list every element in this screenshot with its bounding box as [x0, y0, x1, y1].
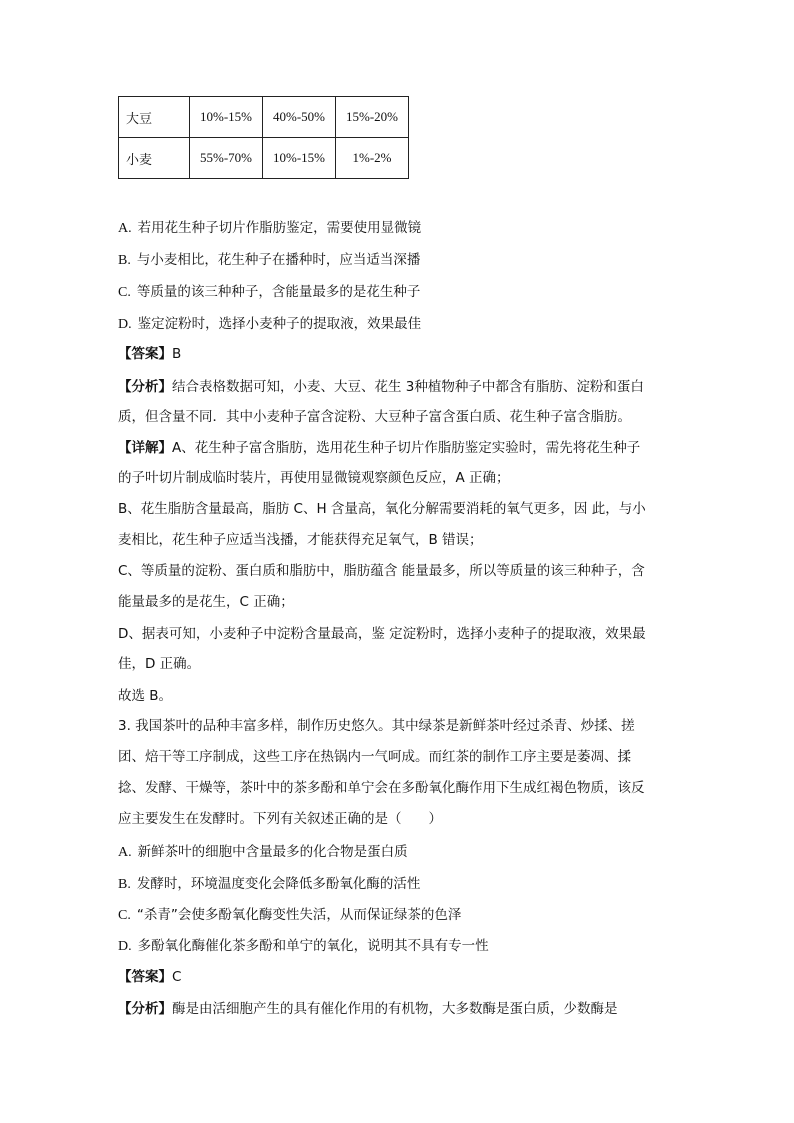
q3-stem-line-1: 3. 我国茶叶的品种丰富多样，制作历史悠久。其中绿茶是新鲜茶叶经过杀青、炒揉、搓	[118, 718, 635, 734]
table-row	[119, 138, 409, 179]
nutrient-table	[118, 96, 409, 179]
q3-stem-line-4: 应主要发生在发酵时。下列有关叙述正确的是（ ）	[118, 811, 442, 827]
q3-option-c: C. “杀青”会使多酚氧化酶变性失活，从而保证绿茶的色泽	[118, 907, 462, 923]
q2-detail-line-8: 佳，D 正确。	[118, 656, 201, 672]
q3-stem-line-2: 团、焙干等工序制成，这些工序在热锅内一气呵成。而红茶的制作工序主要是萎凋、揉	[118, 749, 631, 765]
q2-detail-line-1: 【详解】A、花生种子富含脂肪，选用花生种子切片作脂肪鉴定实验时，需先将花生种子	[118, 440, 641, 456]
table-cell: 10%-15%	[190, 97, 263, 138]
q2-analysis-line-2: 质，但含量不同．其中小麦种子富含淀粉、大豆种子富含蛋白质、花生种子富含脂肪。	[118, 409, 631, 425]
table-cell: 小麦	[119, 138, 190, 179]
table-cell: 55%-70%	[190, 138, 263, 179]
q2-option-b: B. 与小麦相比，花生种子在播种时，应当适当深播	[118, 252, 421, 268]
q2-option-d: D. 鉴定淀粉时，选择小麦种子的提取液，效果最佳	[118, 316, 422, 332]
table-cell: 40%-50%	[263, 97, 336, 138]
q2-detail-line-3: B、花生脂肪含量最高，脂肪 C、H 含量高，氧化分解需要消耗的氧气更多，因 此，与小	[118, 501, 646, 517]
q2-analysis-line-1: 【分析】结合表格数据可知，小麦、大豆、花生 3种植物种子中都含有脂肪、淀粉和蛋白	[118, 379, 644, 395]
q3-option-a: A. 新鲜茶叶的细胞中含量最多的化合物是蛋白质	[118, 844, 408, 860]
q2-answer: 【答案】B	[118, 346, 182, 362]
q2-option-a: A. 若用花生种子切片作脂肪鉴定，需要使用显微镜	[118, 220, 422, 236]
q2-detail-line-7: D、据表可知，小麦种子中淀粉含量最高，鉴 定淀粉时，选择小麦种子的提取液，效果最	[118, 626, 646, 642]
q2-detail-line-4: 麦相比，花生种子应适当浅播，才能获得充足氧气，B 错误；	[118, 532, 483, 548]
table-cell: 大豆	[119, 97, 190, 138]
q3-option-d: D. 多酚氧化酶催化茶多酚和单宁的氧化，说明其不具有专一性	[118, 938, 489, 954]
q3-option-b: B. 发酵时，环境温度变化会降低多酚氧化酶的活性	[118, 876, 421, 892]
q3-stem-line-3: 捻、发酵、干燥等，茶叶中的茶多酚和单宁会在多酚氧化酶作用下生成红褐色物质，该反	[118, 780, 645, 796]
q2-detail-line-2: 的子叶切片制成临时装片，再使用显微镜观察颜色反应，A 正确；	[118, 470, 510, 486]
table-cell: 15%-20%	[336, 97, 409, 138]
table-row	[119, 97, 409, 138]
q3-analysis-line-1: 【分析】酶是由活细胞产生的具有催化作用的有机物，大多数酶是蛋白质，少数酶是	[118, 1001, 618, 1017]
q2-detail-line-6: 能量最多的是花生，C 正确；	[118, 594, 294, 610]
table-cell: 10%-15%	[263, 138, 336, 179]
q2-detail-line-5: C、等质量的淀粉、蛋白质和脂肪中，脂肪蕴含 能量最多，所以等质量的该三种种子，含	[118, 563, 645, 579]
q3-answer: 【答案】C	[118, 969, 182, 985]
q2-conclusion: 故选 B。	[118, 688, 173, 704]
q2-option-c: C. 等质量的该三种种子，含能量最多的是花生种子	[118, 284, 421, 300]
table-cell: 1%-2%	[336, 138, 409, 179]
